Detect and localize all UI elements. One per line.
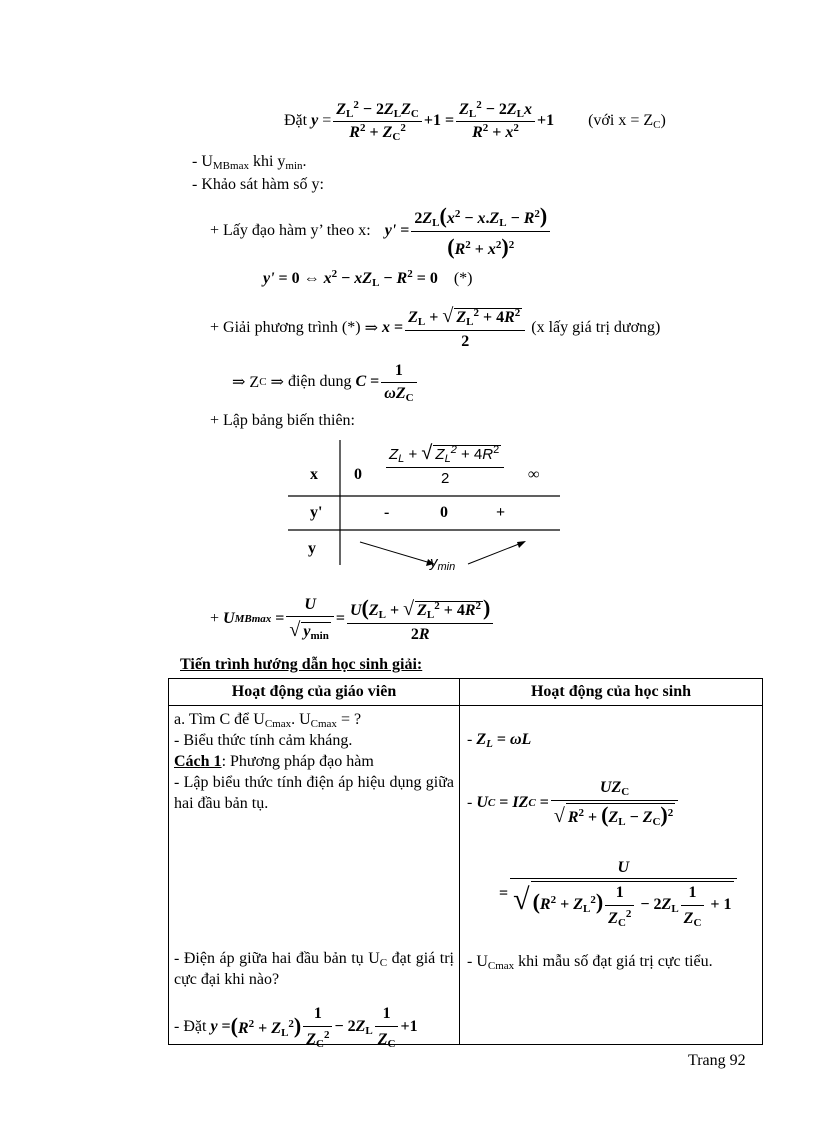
vt-x-label: x xyxy=(310,466,318,483)
bullet-khao-sat: - Khảo sát hàm số y: xyxy=(192,176,324,193)
t-method: Cách 1: Phương pháp đạo hàm xyxy=(174,753,374,770)
page-number: Trang 92 xyxy=(688,1052,746,1069)
solve-label: + Giải phương trình (*) xyxy=(210,319,361,336)
formula-dat: Đặt y = $\frac{Z_L^2 - 2Z_LZ_C}{R^2 + Z_C^2}$ +1 = $\frac{Z_L^2 - 2Z_Lx}{R^2 + x^2}$ +1 (với $x = Z_C$) xyxy=(284,98,666,143)
s-line3: - $U_{Cmax}$ khi mẫu số đạt giá trị cực tiểu. xyxy=(467,953,713,972)
deriv-label: + Lấy đạo hàm y’ theo x: xyxy=(210,222,371,239)
t-line6: - Đặt y = $(R^2 + Z_L^2)$ $\frac{1}{Z_C^2}$ − $2Z_L$ $\frac{1}{Z_C}$ +1 xyxy=(174,1005,418,1050)
solve-line: + Giải phương trình (*) ⇒ x = $\frac{Z_L + √ Z_L^2 + 4R^2}{2}$ (x lấy giá trị dương) xyxy=(210,305,661,350)
t-line2: - Biểu thức tính cảm kháng. xyxy=(174,732,353,749)
capacitance-line: ⇒ Z C ⇒ điện dung C = $\frac{1}{\omega Z_C}$ xyxy=(232,357,419,407)
t-line1: a. Tìm C để $U_{Cmax}$. $U_{Cmax}$ = ? xyxy=(174,711,362,730)
s-uc: - U C = IZ C = $\frac{UZ_C}{√ R^2 + (Z_L - Z_C)^2}$ xyxy=(467,777,680,828)
table-label: + Lập bảng biến thiên: xyxy=(210,412,355,429)
umbmax-formula: + U MBmax = $\frac{U}{√ y_{min}}$ = $\frac{U(Z_L + √ Z_L^2 + 4R^2)}{2R}$ xyxy=(210,585,495,653)
vt-y-label: y xyxy=(308,540,316,557)
s-zl: - $Z_L = \omega L$ xyxy=(467,731,532,750)
vt-zero: 0 xyxy=(440,504,448,521)
guidance-table xyxy=(168,678,763,1050)
col-student: Hoạt động của học sinh xyxy=(460,679,763,706)
vt-critical-point: $\frac{Z_L + √ Z_L^2 + 4R^2}{2}$ xyxy=(384,442,506,487)
with-note: (với $x = Z_C$) xyxy=(588,112,666,131)
t-line5: - Điện áp giữa hai đầu bản tụ $U_C$ đạt giá trị cực đại khi nào? xyxy=(174,950,454,988)
derivative-line: + Lấy đạo hàm y’ theo x: y' = $\frac{2Z_L(x^2 - x.Z_L - R^2)}{(R^2 + x^2)^2}$ xyxy=(210,200,552,262)
vt-infinity: ∞ xyxy=(528,466,540,483)
t-line4: - Lập biểu thức tính điện áp hiệu dụng giữa hai đầu bản tụ. xyxy=(174,774,454,812)
teacher-cell xyxy=(169,706,460,1050)
positive-note: (x lấy giá trị dương) xyxy=(531,319,661,336)
vt-plus: + xyxy=(496,504,506,521)
dat-label: Đặt xyxy=(284,112,308,129)
progress-heading: Tiến trình hướng dẫn học sinh giải: xyxy=(180,656,423,673)
s-uc2: = U √ $(R^2 + Z_L^2)$ $\frac{1}{Z_C^2}$ − $2Z_L$ $\frac{1}{Z_C}$ + 1 xyxy=(499,857,739,929)
student-cell xyxy=(460,706,763,1045)
vt-y1-label: y' xyxy=(310,504,323,521)
vt-minus: - xyxy=(384,504,390,521)
bullet-umbmax: - $U_{MBmax}$ khi $y_{min}$. xyxy=(192,153,307,172)
vt-ymin: $y_{min}$ xyxy=(430,554,456,573)
equation-star: y' = 0 ⇔ $x^2 - xZ_L - R^2 = 0$ (*) xyxy=(263,268,473,289)
vt-x0: 0 xyxy=(354,466,362,483)
col-teacher: Hoạt động của giáo viên xyxy=(169,679,460,706)
variation-table xyxy=(288,440,560,575)
